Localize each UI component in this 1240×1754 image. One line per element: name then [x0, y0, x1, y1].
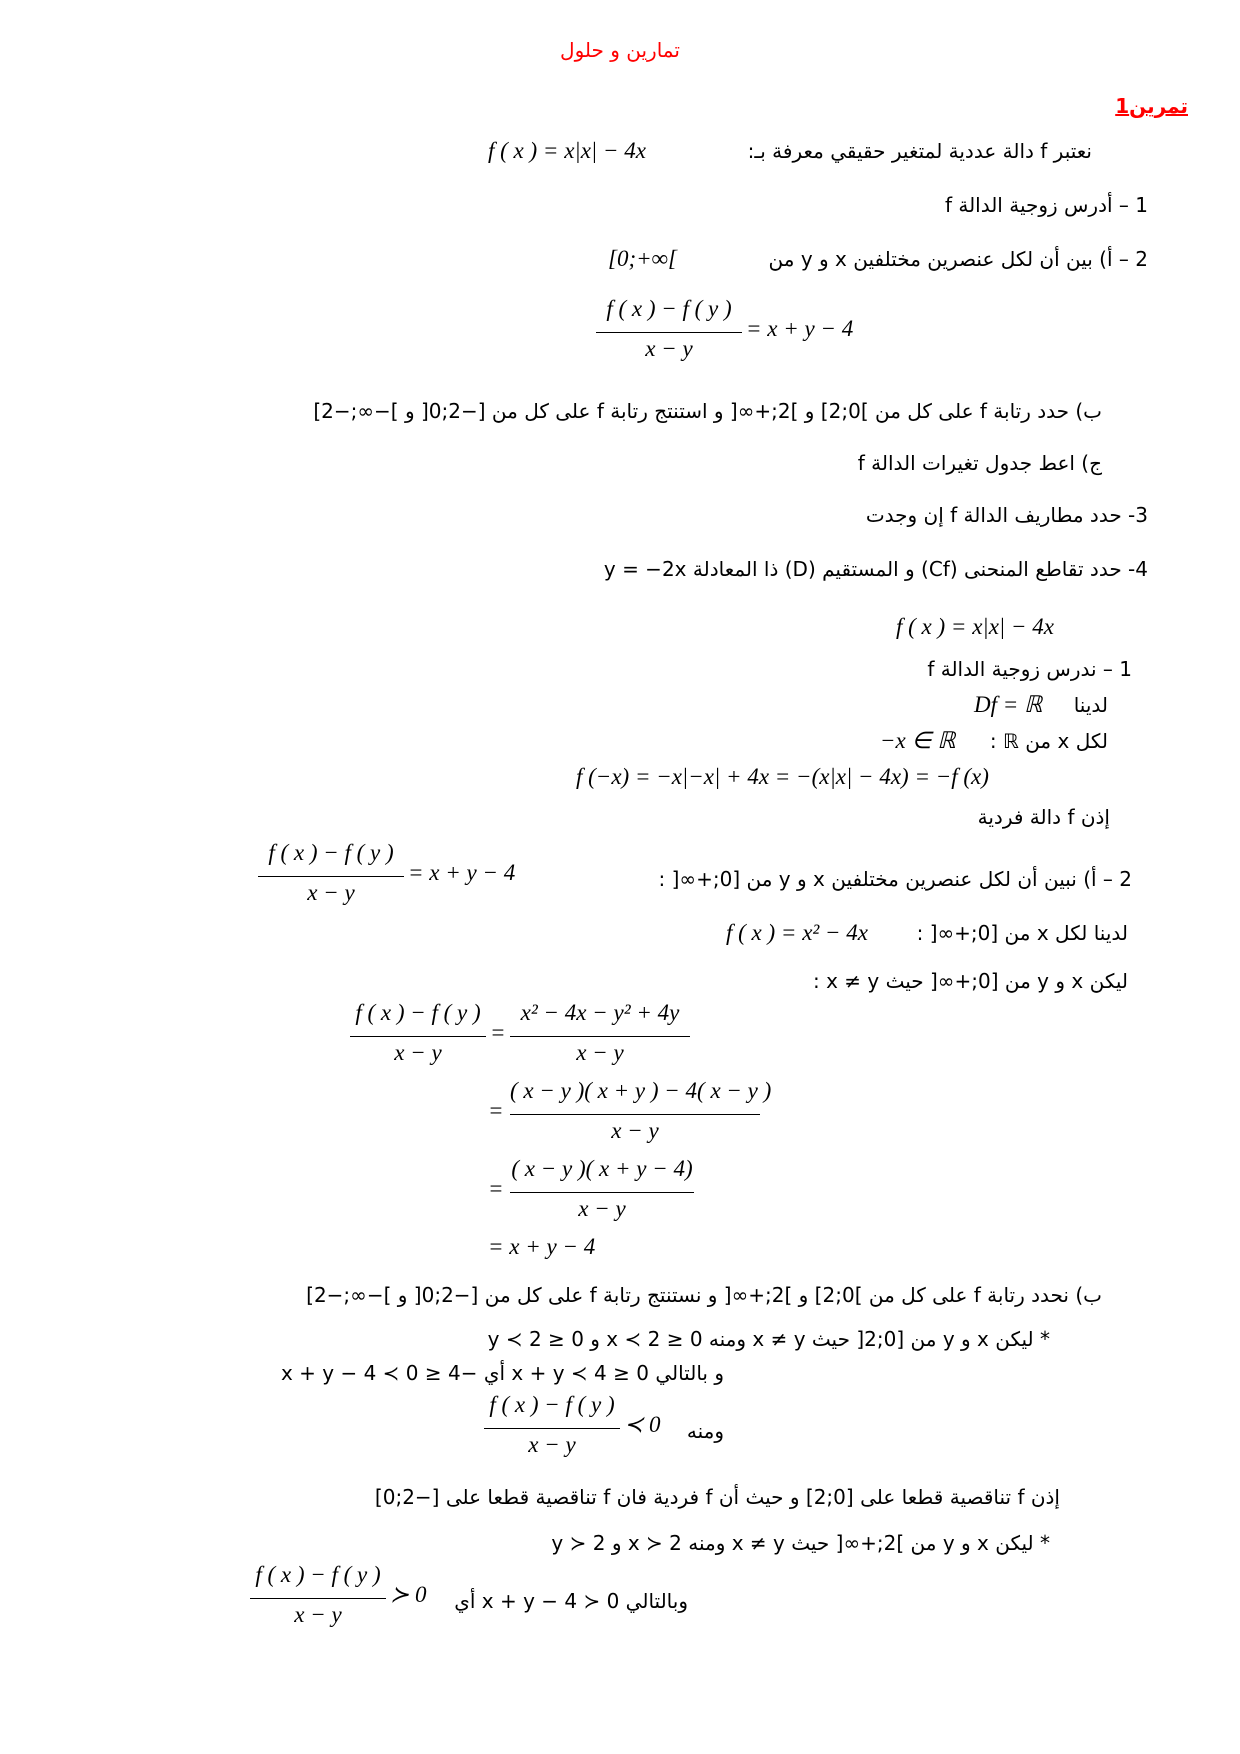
solution-2b-case-2-next: وبالتالي x + y − 4 ≻ 0 أي: [454, 1589, 688, 1613]
question-2a-text: 2 – أ) بين أن لكل عنصرين مختلفين x و y من: [768, 247, 1148, 271]
page-title: تمارين و حلول: [560, 38, 680, 62]
fraction-bar: [510, 1114, 760, 1115]
step-1-rhs-numerator: x² − 4x − y² + 4y: [520, 1000, 680, 1025]
solution-1-forall-formula: −x ∈ ℝ: [880, 728, 956, 753]
solution-2b-text: ب) نحدد رتابة f على كل من ]0;2] و ]2;+∞[ و نستنتج رتابة f على كل من [−2;0[ و ]−∞;−2]: [306, 1283, 1102, 1307]
fraction-bar: [510, 1192, 694, 1193]
solution-2a-line2: ليكن x و y من [0;+∞[ حيث x ≠ y :: [812, 969, 1128, 993]
step-1-rhs-denominator: x − y: [576, 1040, 624, 1065]
derivation-step-3: [488, 1156, 728, 1236]
fraction-denominator: x − y: [294, 1602, 342, 1627]
derivation-step-1: [350, 1000, 690, 1080]
derivation-step-4: = x + y − 4: [488, 1234, 596, 1259]
fraction-numerator: f ( x ) − f ( y ): [255, 1562, 381, 1587]
solution-2b-case-2-fraction: [250, 1562, 450, 1642]
step-2-rhs-denominator: x − y: [611, 1118, 659, 1143]
step-3-rhs-numerator: ( x − y )( x + y − 4): [511, 1156, 693, 1181]
exercise-label: تمرين1: [1115, 94, 1188, 118]
fraction-rhs: = x + y − 4: [408, 860, 516, 885]
fraction-rhs: = x + y − 4: [746, 316, 854, 341]
fraction-numerator: f ( x ) − f ( y ): [268, 840, 394, 865]
question-4: 4- حدد تقاطع المنحنى (Cf) و المستقيم (D) ذا المعادلة y = −2x: [603, 557, 1148, 581]
fraction-bar: [258, 876, 404, 877]
fraction-rhs: ≺ 0: [624, 1412, 661, 1437]
solution-2a-text: 2 – أ) نبين أن لكل عنصرين مختلفين x و y من [0;+∞[ :: [658, 867, 1132, 891]
derivation-step-2: [488, 1078, 772, 1158]
solution-2b-hence-label: ومنه: [686, 1419, 724, 1443]
solution-1-domain: Df = ℝ: [974, 692, 1043, 717]
step-1-lhs-denominator: x − y: [394, 1040, 442, 1065]
statement-intro-text: نعتبر f دالة عددية لمتغير حقيقي معرفة بـ:: [747, 139, 1092, 163]
solution-1-calc: f (−x) = −x|−x| + 4x = −(x|x| − 4x) = −f (x): [576, 764, 989, 789]
question-2b: ب) حدد رتابة f على كل من ]0;2] و ]2;+∞[ و استنتج رتابة f على كل من [−2;0[ و ]−∞;−2]: [313, 399, 1102, 423]
solution-1-conclusion: إذن f دالة فردية: [977, 805, 1110, 829]
solution-1-forall-text: لكل x من ℝ :: [989, 729, 1108, 753]
solution-def-formula: f ( x ) = x|x| − 4x: [896, 614, 1054, 639]
solution-1-domain-label: لدينا: [1073, 693, 1108, 717]
fraction-bar: [484, 1428, 620, 1429]
solution-1-title: 1 – ندرس زوجية الدالة f: [927, 657, 1132, 681]
solution-2b-case-1-next: و بالتالي 0 ≤ x + y ≺ 4 أي −4 ≤ x + y − 4 ≺ 0: [280, 1361, 724, 1385]
fraction-bar: [596, 332, 742, 333]
statement-intro-formula: f ( x ) = x|x| − 4x: [488, 138, 646, 163]
fraction-numerator: f ( x ) − f ( y ): [606, 296, 732, 321]
solution-2b-case-2: * ليكن x و y من ]2;+∞[ حيث x ≠ y ومنه x ≻ 2 و y ≻ 2: [551, 1531, 1050, 1555]
step-1-lhs-numerator: f ( x ) − f ( y ): [355, 1000, 481, 1025]
question-2a-fraction: [596, 296, 856, 376]
fraction-denominator: x − y: [645, 336, 693, 361]
solution-2b-case-1-conclusion: إذن f تناقصية قطعا على [0;2] و حيث أن f فردية فان f تناقصية قطعا على [−2;0]: [374, 1485, 1060, 1509]
question-1: 1 – أدرس زوجية الدالة f: [944, 193, 1148, 217]
question-3: 3- حدد مطاريف الدالة f إن وجدت: [865, 503, 1148, 527]
fraction-bar: [350, 1036, 486, 1037]
solution-2a-line1-formula: f ( x ) = x² − 4x: [726, 920, 869, 945]
equals-sign: =: [488, 1176, 504, 1201]
fraction-numerator: f ( x ) − f ( y ): [489, 1392, 615, 1417]
solution-2a-line1-text: لدينا لكل x من [0;+∞[ :: [916, 921, 1128, 945]
solution-2b-hence-fraction: [484, 1392, 661, 1472]
fraction-bar: [510, 1036, 690, 1037]
equals-sign: =: [490, 1020, 506, 1045]
solution-2a-fraction: [258, 840, 538, 920]
solution-2b-case-1: * ليكن x و y من [0;2[ حيث x ≠ y ومنه 0 ≤ x ≺ 2 و 0 ≤ y ≺ 2: [487, 1327, 1050, 1351]
step-2-rhs-numerator: ( x − y )( x + y ) − 4( x − y ): [510, 1078, 772, 1103]
fraction-rhs: ≻ 0: [390, 1582, 427, 1607]
question-2a-interval: [0;+∞[: [608, 246, 677, 271]
equals-sign: =: [488, 1098, 504, 1123]
fraction-denominator: x − y: [528, 1432, 576, 1457]
fraction-bar: [250, 1598, 386, 1599]
question-2c: ج) اعط جدول تغيرات الدالة f: [857, 451, 1102, 475]
fraction-denominator: x − y: [307, 880, 355, 905]
step-3-rhs-denominator: x − y: [578, 1196, 626, 1221]
